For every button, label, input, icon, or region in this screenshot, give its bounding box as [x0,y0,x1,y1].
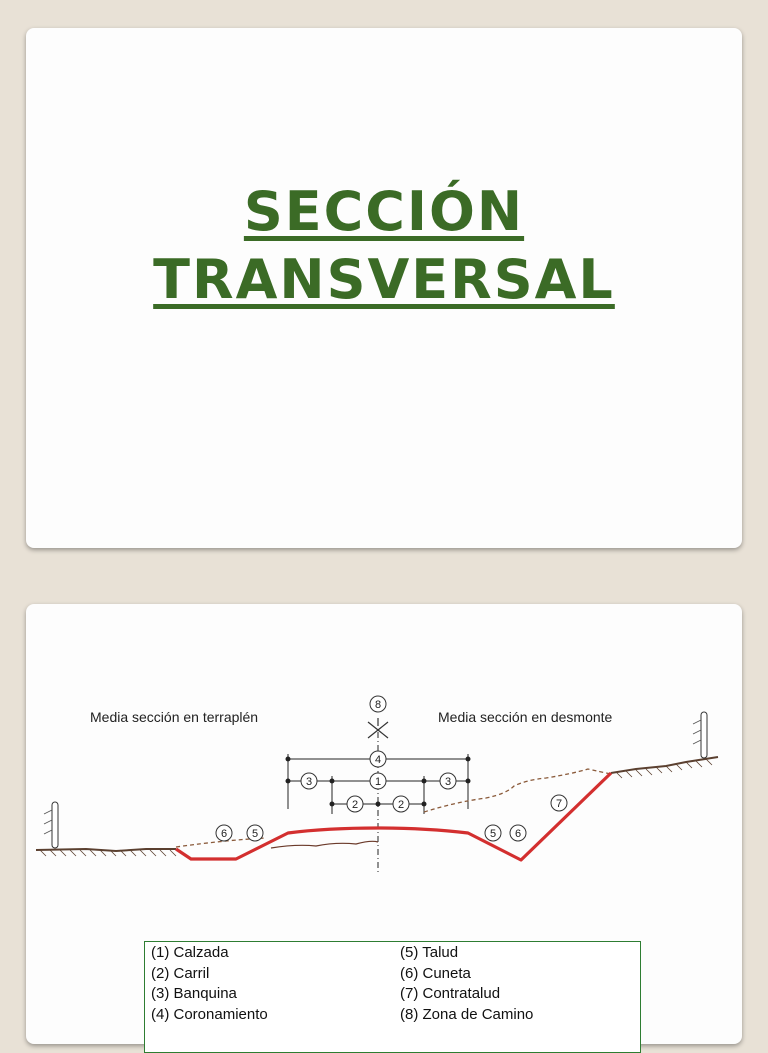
callout-2-right [393,796,409,812]
legend-column-right [400,943,533,1025]
svg-text:2: 2 [397,799,405,811]
legend-item: (3) Banquina [151,985,237,1002]
title-line-2: TRANSVERSAL [153,248,615,311]
svg-text:5: 5 [251,828,259,840]
left-fence-post-icon [44,802,58,848]
legend-item: (1) Calzada [151,944,229,961]
callout-7 [551,795,567,811]
legend-item: (4) Coronamiento [151,1005,268,1023]
right-ground-hatch [616,759,712,778]
callout-6-left [216,825,232,841]
legend-item: (6) Cuneta [400,964,471,982]
right-ground-line [611,757,718,773]
svg-text:1: 1 [374,776,382,788]
right-caption: Media sección en desmonte [438,709,613,725]
svg-text:2: 2 [351,799,359,811]
cross-section-diagram [26,604,742,934]
svg-text:3: 3 [444,776,452,788]
legend-item: (5) Talud [400,944,459,961]
svg-text:3: 3 [305,776,313,788]
legend-item: (2) Carril [151,964,210,982]
svg-text:4: 4 [374,754,382,766]
left-ground-line [36,849,176,851]
svg-text:7: 7 [555,798,563,810]
callout-3-right [440,773,456,789]
callout-6-right [510,825,526,841]
left-caption: Media sección en terraplén [90,709,259,725]
svg-text:8: 8 [374,699,382,711]
slide-title [26,178,742,314]
legend-box [144,941,641,1053]
callout-2-left [347,796,363,812]
callout-1 [370,773,386,789]
legend-item: (8) Zona de Camino [400,1005,534,1023]
legend-item: (7) Contratalud [400,985,501,1002]
title-slide [26,28,742,548]
original-ground-profile [271,841,378,848]
callout-4 [370,751,386,767]
svg-text:6: 6 [514,828,522,840]
callout-3-left [301,773,317,789]
callout-8 [370,696,386,712]
svg-text:6: 6 [220,828,228,840]
legend-column-left [151,943,268,1025]
callout-5-left [247,825,263,841]
callout-5-right [485,825,501,841]
road-section-line [176,773,611,860]
diagram-slide [26,604,742,1044]
svg-text:5: 5 [489,828,497,840]
right-fence-post-icon [693,712,707,758]
title-line-1: SECCIÓN [243,180,525,243]
